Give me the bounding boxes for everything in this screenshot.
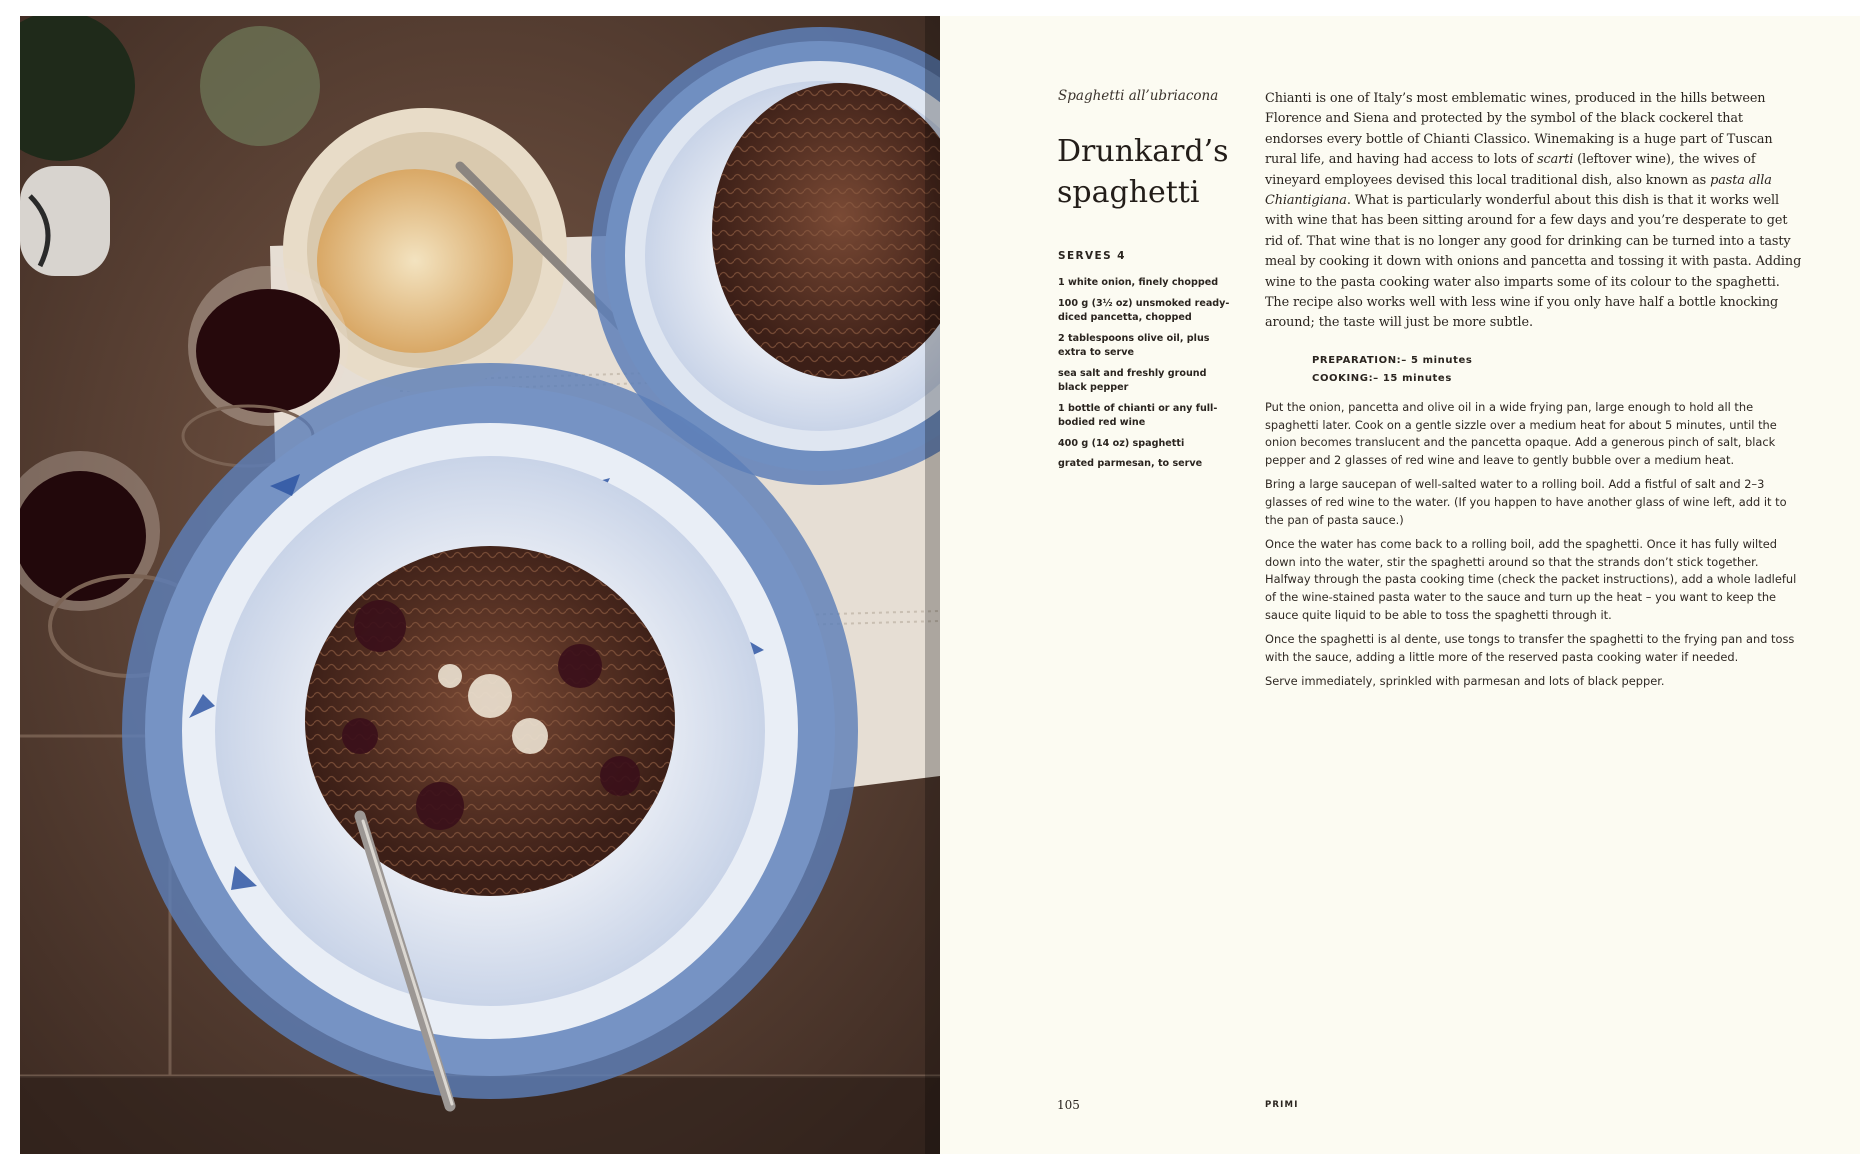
recipe-title-line1: Drunkard’s [1057,134,1229,169]
ingredient-list [1058,276,1230,478]
section-label: PRIMI [1265,1100,1299,1110]
ingredient-item: 1 bottle of chianti or any full-bodied red wine [1058,402,1218,428]
ingredient-item: 2 tablespoons olive oil, plus extra to serve [1058,332,1210,358]
intro-text-part: Chianti is one of Italy’s most emblematic wines, produced in the hills between Florence and Siena and protected by the symbol of the black cockerel that endorses every bottle of Chianti Classico. Winemaking is a huge part of Tuscan rural life, and having had access to lots of [1265,91,1773,168]
ingredient-item: 1 white onion, finely chopped [1058,277,1219,288]
recipe-title-line2: spaghetti [1057,175,1200,210]
cooking-time: COOKING:– 15 minutes [1312,372,1452,384]
recipe-title [1057,131,1257,213]
plate-of-spaghetti-photo-illustration [20,16,940,1154]
intro-text-part: . What is particularly wonderful about this dish is that it works well with wine that has been sitting around for a few days and you’re desperate to get rid of. That wine that is no longer any good for drinking can be turned into a tasty meal by cooking it down with onions and pancetta and tossing it with pasta. Adding wine to the pasta cooking water also imparts some of its colour to the spaghetti. The recipe also works well with less wine if you only have half a bottle knocking around; the taste will just be more subtle. [1265,193,1802,331]
ingredient-item: sea salt and freshly ground black pepper [1058,367,1207,393]
method-step: Once the spaghetti is al dente, use tongs to transfer the spaghetti to the frying pan and toss with the sauce, adding a little more of the reserved pasta cooking water if needed. [1265,632,1795,664]
italian-name: Spaghetti all’ubriacona [1058,88,1219,104]
preparation-time: PREPARATION:– 5 minutes [1312,355,1473,366]
ingredient-item: 100 g (3½ oz) unsmoked ready-diced pancetta, chopped [1058,297,1230,323]
intro-paragraph [1265,89,1803,334]
ingredient-item: 400 g (14 oz) spaghetti [1058,437,1185,449]
recipe-page [940,16,1860,1154]
method-step: Serve immediately, sprinkled with parmesan and lots of black pepper. [1265,674,1665,689]
method-step: Bring a large saucepan of well-salted water to a rolling boil. Add a fistful of salt and 2–3 glasses of red wine to the water. (If you happen to have another glass of wine left, add it to the pan of pasta sauce.) [1265,477,1787,527]
intro-text-part: (leftover wine), the wives of vineyard employees devised this local traditional dish, also known as [1265,152,1756,188]
method-step: Once the water has come back to a rolling boil, add the spaghetti. Once it has fully wilted down into the water, stir the spaghetti around so that the strands don’t stick together. Halfway through the pasta cooking time (check the packet instructions), add a whole ladleful of the wine-stained pasta water to the sauce and turn up the heat – you want to keep the sauce quite liquid to be able to toss the spaghetti through it. [1265,537,1797,622]
page-number: 105 [1057,1098,1080,1112]
method-steps [1265,399,1807,698]
intro-italic-term: scarti [1537,152,1574,168]
spaghetti-photo [20,16,940,1154]
intro-italic-term: pasta alla Chiantigiana [1265,172,1772,209]
ingredient-item: grated parmesan, to serve [1058,458,1203,469]
timing-block [1312,352,1472,387]
serves-label: SERVES 4 [1058,250,1126,262]
method-step: Put the onion, pancetta and olive oil in a wide frying pan, large enough to hold all the spaghetti later. Cook on a gentle sizzle over a medium heat for about 5 minutes, until the onion becomes translucent and the pancetta opaque. Add a generous pinch of salt, black pepper and 2 glasses of red wine and leave to gently bubble over a medium heat. [1265,400,1777,467]
